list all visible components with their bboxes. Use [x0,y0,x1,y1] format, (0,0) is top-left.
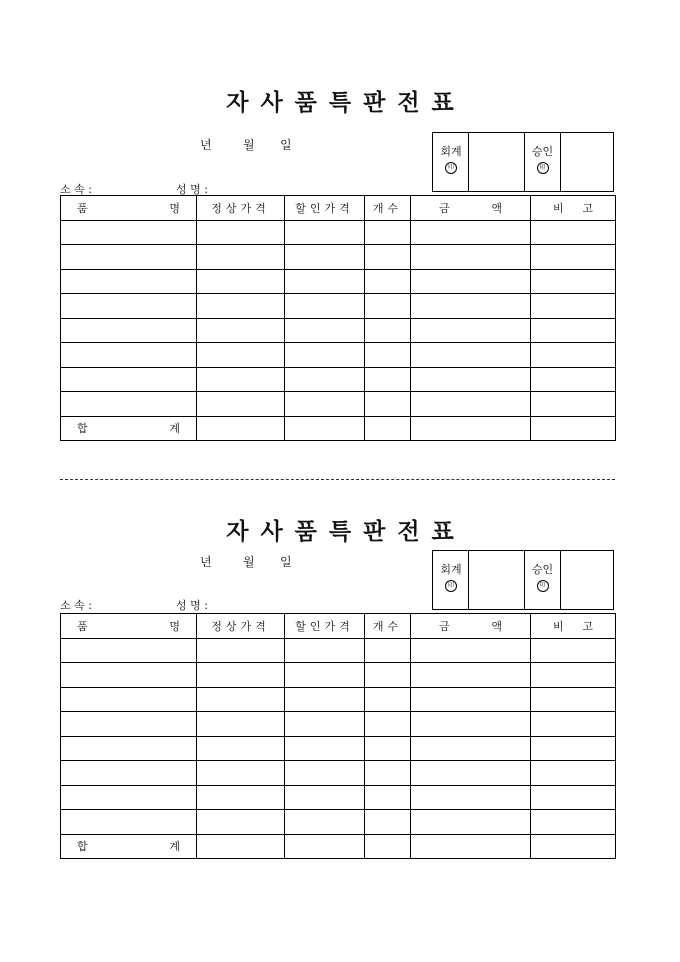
total-label: 합 계 [61,834,197,859]
year-label: 년 [200,555,212,569]
table-row [61,367,616,392]
items-table [60,195,616,441]
accounting-cell [433,133,469,191]
items-table [60,613,616,859]
approval-box [432,550,614,610]
affiliation-label: 소 속 : [60,183,92,196]
table-header-row [61,614,616,639]
total-label: 합 계 [61,416,197,441]
approval-box [432,132,614,192]
table-row [61,785,616,810]
total-row [61,834,616,859]
day-label: 일 [280,138,292,152]
table-row [61,663,616,688]
quantity-header: 개수 [365,614,411,639]
table-row [61,245,616,270]
regular-price-header: 정상가격 [197,196,285,221]
year-label: 년 [200,138,212,152]
seal-icon: 印 [537,162,549,174]
table-row [61,318,616,343]
approve-label: 승인 [531,145,554,158]
remarks-header: 비 고 [531,196,616,221]
table-header-row [61,196,616,221]
approve-cell [524,133,561,191]
accounting-label: 회계 [440,563,462,576]
table-row [61,220,616,245]
table-row [61,712,616,737]
approve-label: 승인 [531,563,554,576]
table-row [61,392,616,417]
amount-header: 금 액 [411,196,531,221]
table-row [61,269,616,294]
quantity-header: 개수 [365,196,411,221]
cut-line [60,479,615,480]
affiliation-label: 소 속 : [60,599,92,612]
table-row [61,638,616,663]
discount-price-header: 할인가격 [285,196,365,221]
item-name-header: 품 명 [61,196,197,221]
approve-cell [524,551,561,609]
total-row [61,416,616,441]
item-name-header: 품 명 [61,614,197,639]
discount-price-header: 할인가격 [285,614,365,639]
form-title: 자사품특판전표 [226,89,466,116]
name-label: 성 명 : [176,599,208,612]
day-label: 일 [280,555,292,569]
seal-icon: 印 [537,580,549,592]
seal-icon: 印 [445,162,457,174]
remarks-header: 비 고 [531,614,616,639]
month-label: 월 [243,138,255,152]
month-label: 월 [243,555,255,569]
table-row [61,736,616,761]
form-title: 자사품특판전표 [226,518,466,545]
accounting-cell [433,551,469,609]
table-row [61,761,616,786]
table-row [61,687,616,712]
table-row [61,343,616,368]
name-label: 성 명 : [176,183,208,196]
table-row [61,810,616,835]
accounting-label: 회계 [440,145,462,158]
table-row [61,294,616,319]
seal-icon: 印 [445,580,457,592]
regular-price-header: 정상가격 [197,614,285,639]
amount-header: 금 액 [411,614,531,639]
